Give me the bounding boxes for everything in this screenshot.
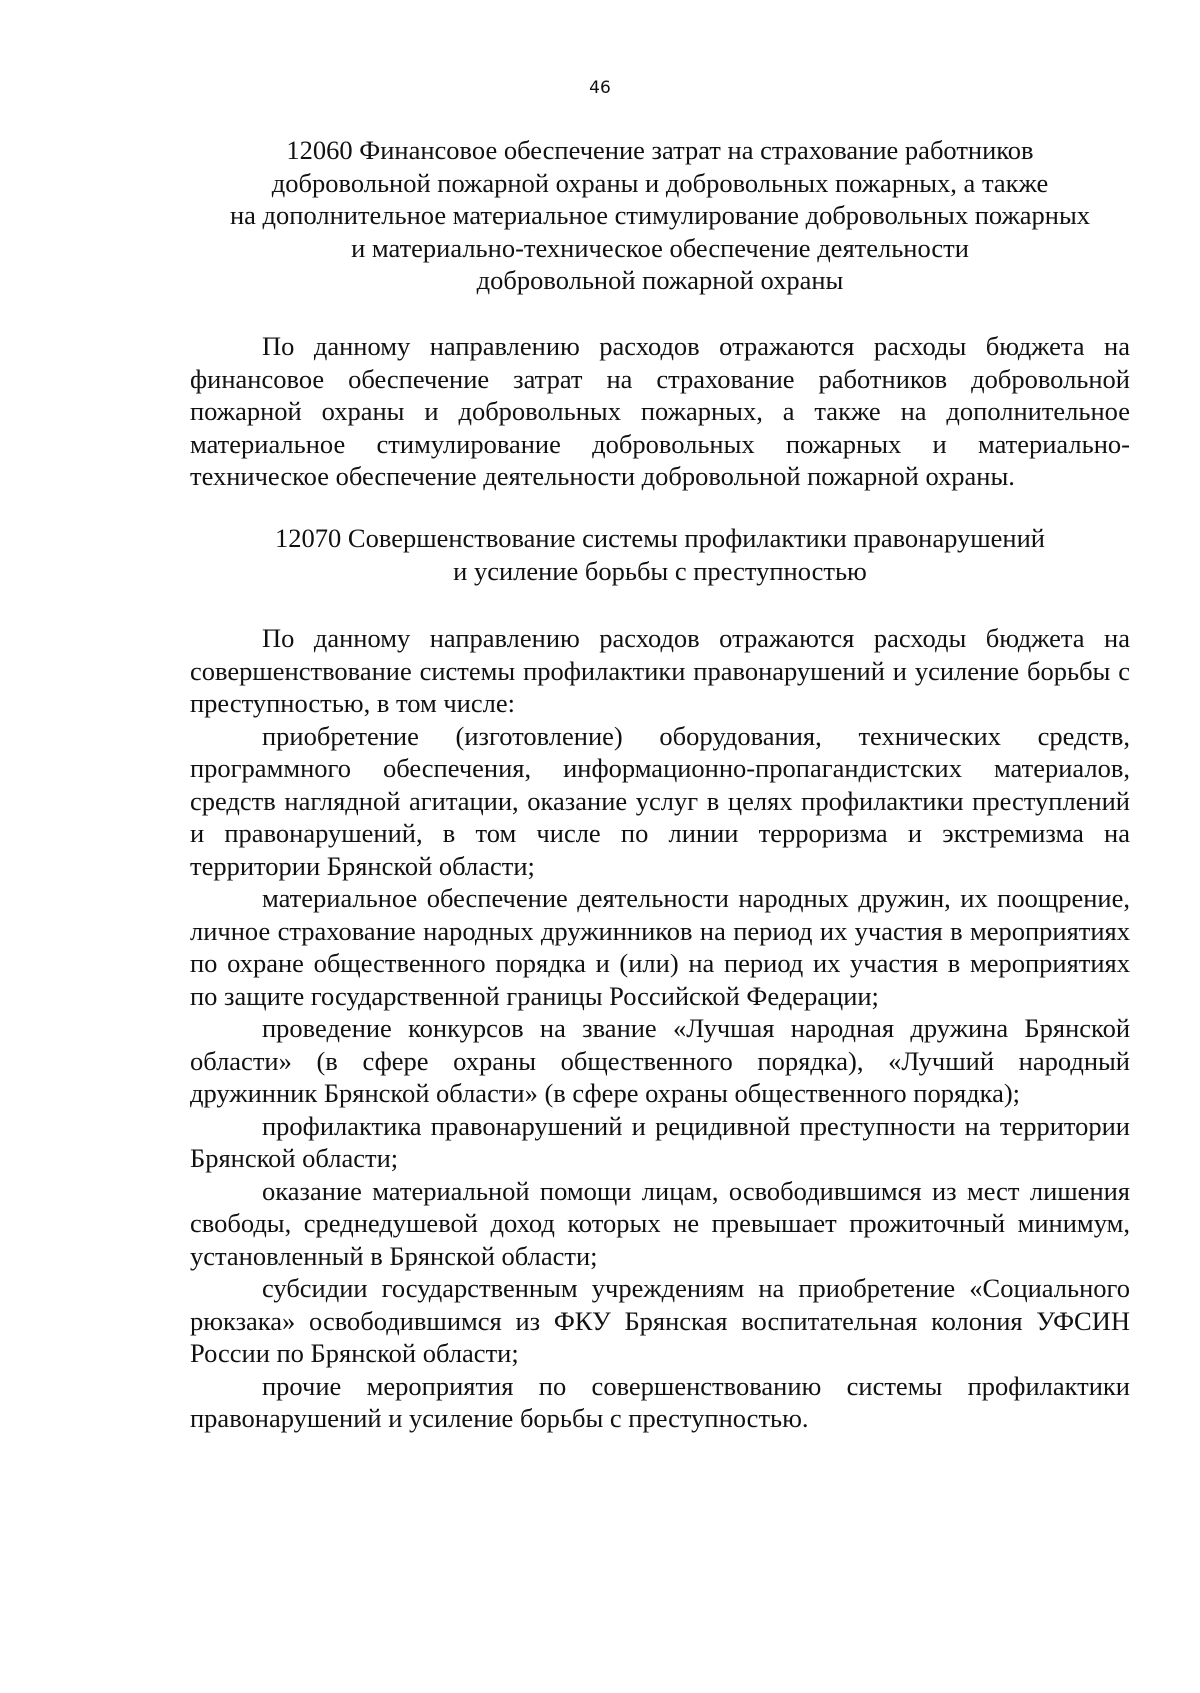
list-item-paragraph: оказание материальной помощи лицам, освободившимся из мест лишения свободы, среднедушевой доход которых не превышает прожиточный минимум, установленный в Брянской области; xyxy=(190,1175,1130,1271)
heading-line: и материально-техническое обеспечение деятельности xyxy=(351,232,969,263)
section-12070-intro-paragraph: По данному направлению расходов отражаются расходы бюджета на совершенствование системы профилактики правонарушений и усиление борьбы с преступностью, в том числе: xyxy=(190,623,1130,718)
heading-line: добровольной пожарной охраны xyxy=(476,265,844,295)
list-item-paragraph: субсидии государственным учреждениям на приобретение «Социального рюкзака» освободившимся из ФКУ Брянская воспитательная колония УФСИН России по Брянской области; xyxy=(190,1273,1130,1368)
list-item-paragraph: проведение конкурсов на звание «Лучшая народная дружина Брянской области» (в сфере охраны общественного порядка), «Лучший народный дружинник Брянской области» (в сфере охраны общественного порядка); xyxy=(190,1013,1130,1108)
section-12070-body xyxy=(190,622,1130,1435)
list-item-paragraph: профилактика правонарушений и рецидивной преступности на территории Брянской области; xyxy=(190,1110,1130,1173)
heading-line: добровольной пожарной охраны и добровольных пожарных, а также xyxy=(271,167,1049,198)
section-heading-12060 xyxy=(190,134,1130,297)
heading-line: 12060 Финансовое обеспечение затрат на страхование работников xyxy=(286,135,1034,165)
list-item-paragraph: материальное обеспечение деятельности народных дружин, их поощрение, личное страхование народных дружинников на период их участия в мероприятиях по охране общественного порядка и (или) на период их участия в мероприятиях по защите государственной границы Российской Федерации; xyxy=(190,883,1130,1011)
heading-line: и усиление борьбы с преступностью xyxy=(453,555,867,586)
list-item-paragraph: приобретение (изготовление) оборудования, технических средств, программного обеспечения, информационно-пропагандистских материалов, средств наглядной агитации, оказание услуг в целях профилактики преступлений и правонарушений, в том числе по линии терроризма и экстремизма на территории Брянской области; xyxy=(190,720,1130,881)
section-heading-12070 xyxy=(190,522,1130,587)
heading-line: 12070 Совершенствование системы профилактики правонарушений xyxy=(275,523,1045,553)
list-item-paragraph: прочие мероприятия по совершенствованию системы профилактики правонарушений и усиление борьбы с преступностью. xyxy=(190,1370,1130,1433)
section-12060-paragraph: По данному направлению расходов отражаются расходы бюджета на финансовое обеспечение затрат на страхование работников добровольной пожарной охраны и добровольных пожарных, а также на дополнительное материальное стимулирование добровольных пожарных и материально-техническое обеспечение деятельности добровольной пожарной охраны. xyxy=(190,331,1130,491)
heading-line: на дополнительное материальное стимулирование добровольных пожарных xyxy=(229,200,1091,230)
page-number: 46 xyxy=(589,78,611,98)
